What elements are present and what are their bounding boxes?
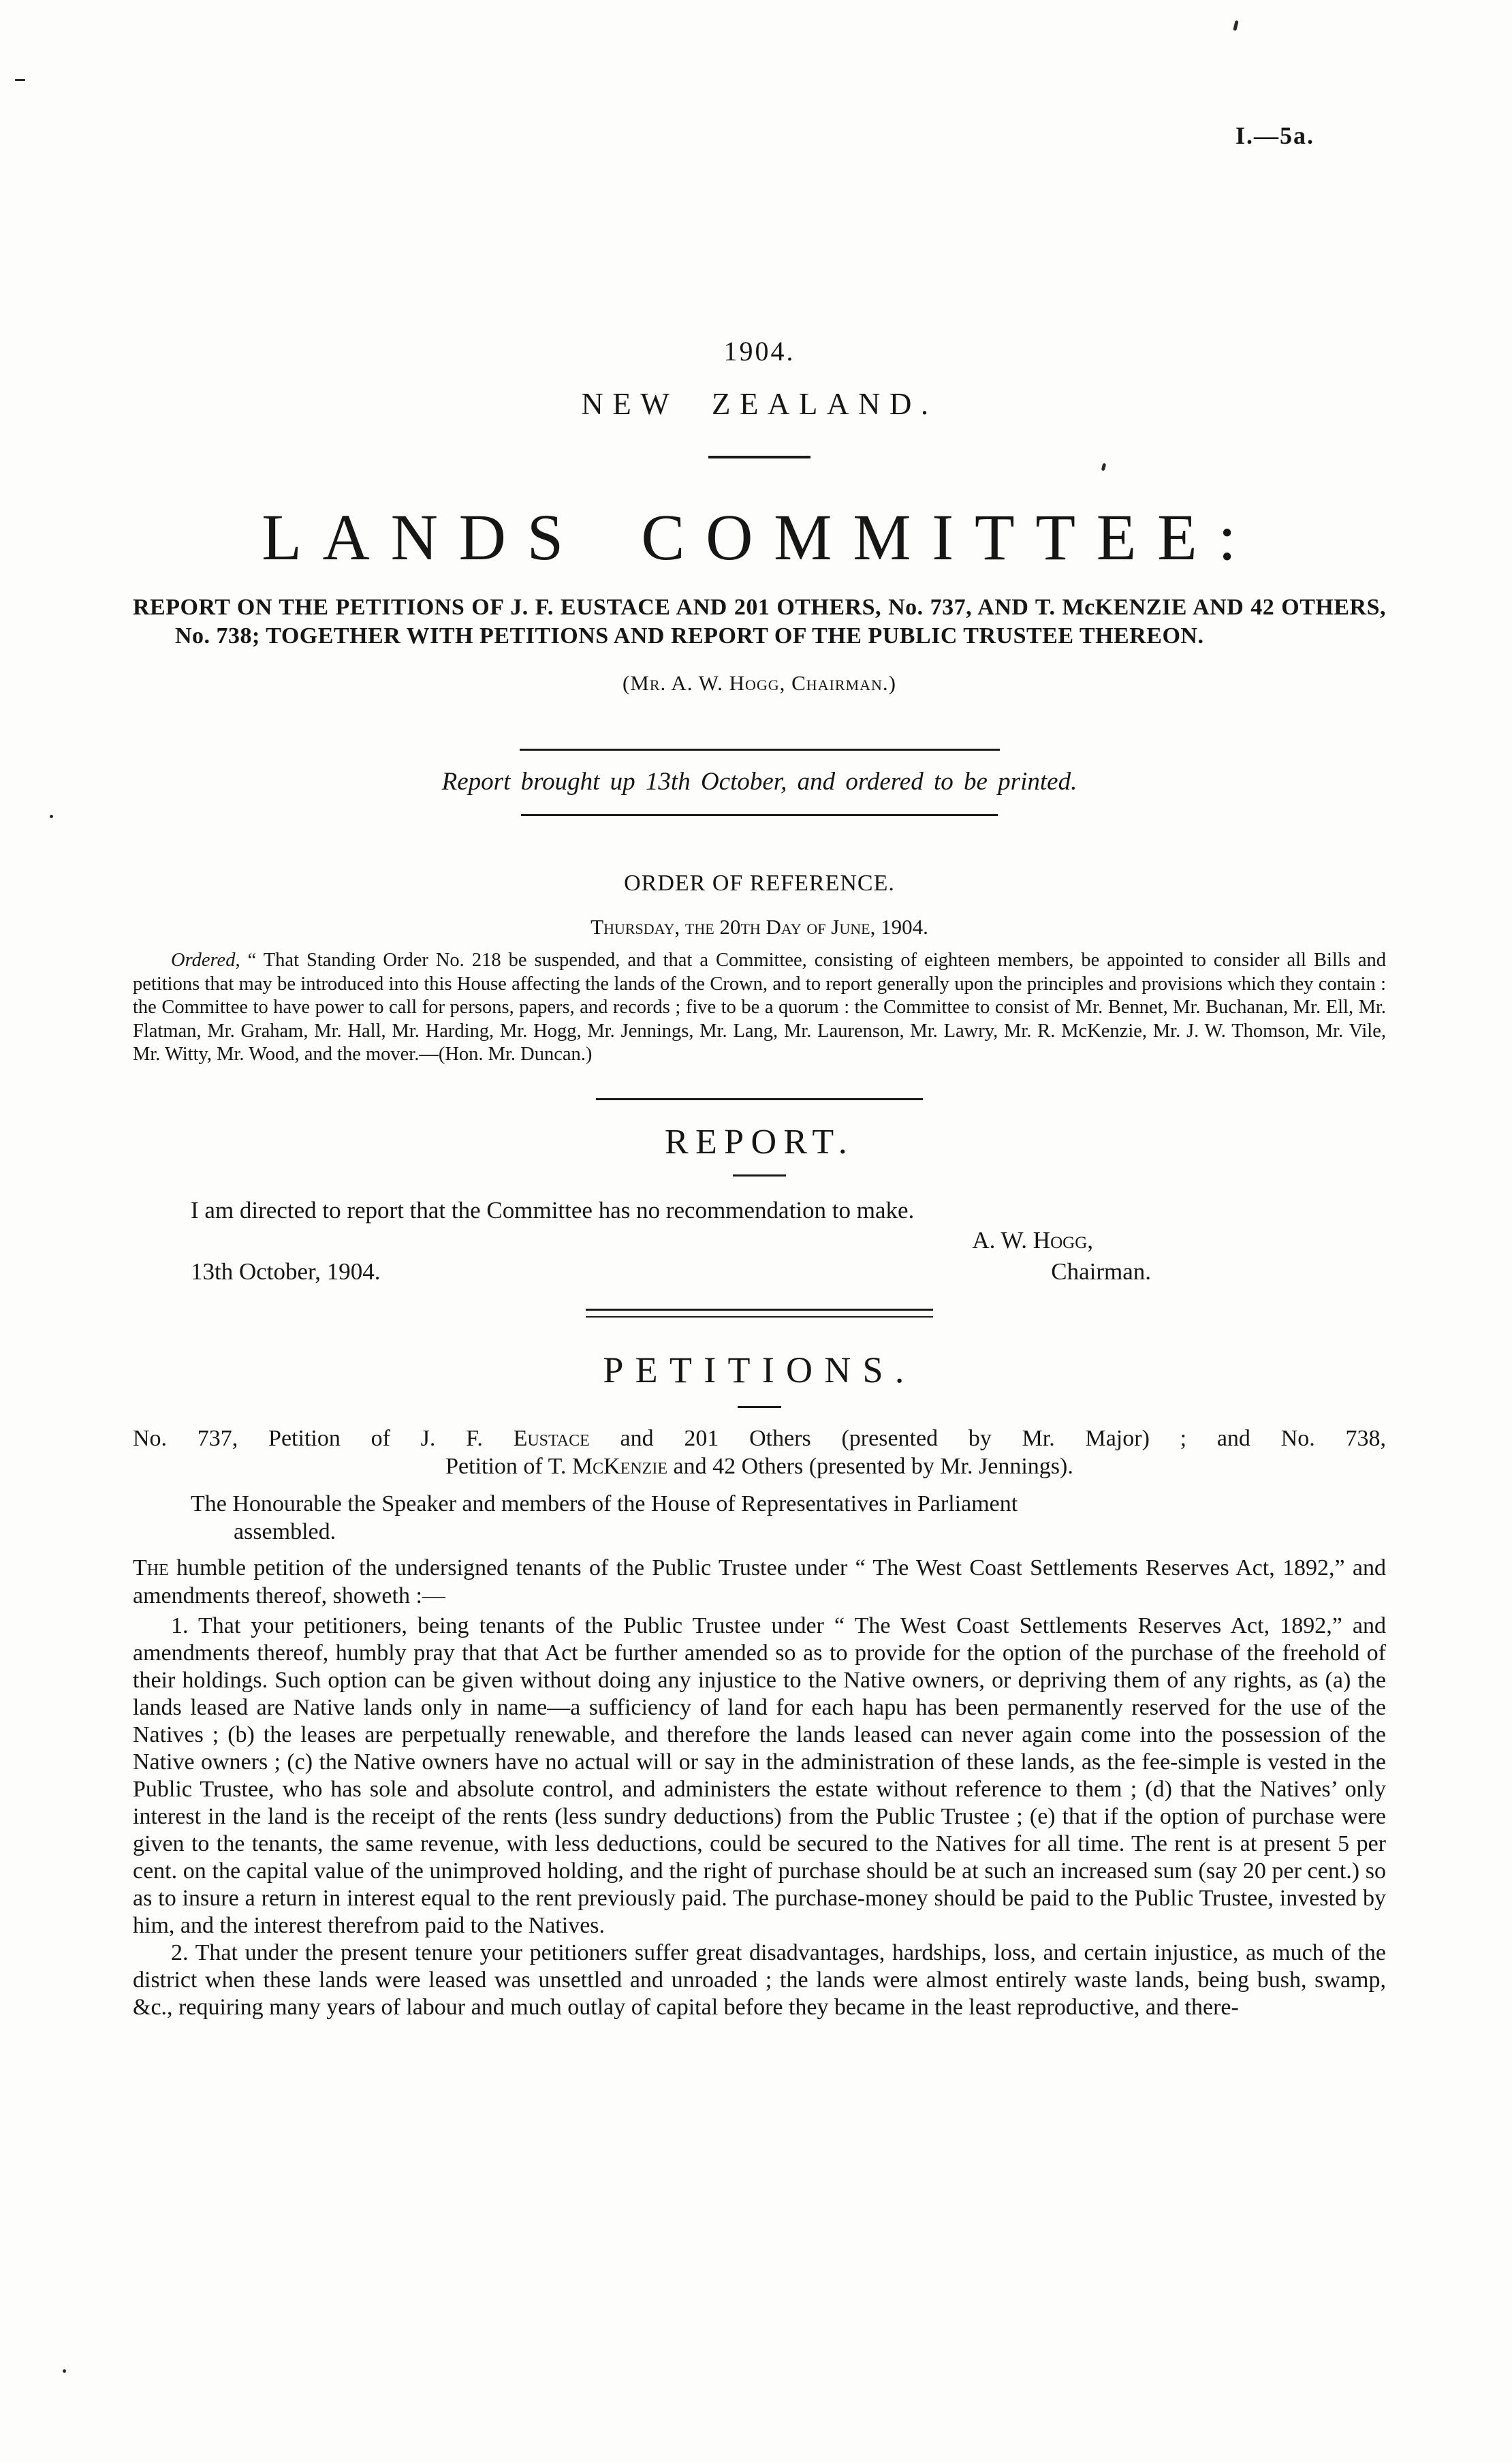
petitions-intro-line1 bbox=[133, 1424, 1386, 1452]
presentation-line: Report brought up 13th October, and ordered to be printed. bbox=[441, 768, 1077, 796]
scan-speck bbox=[50, 815, 53, 818]
order-of-reference-text: , “ That Standing Order No. 218 be suspended, and that a Committee, consisting of eighteen members, be appointed to consider all Bills and petitions that may be introduced into this House affecting the lands of the Crown, and to report generally upon the principles and provisions which they contain : the Committee to have power to call for persons, papers, and records ; five to be a quorum : the Committee to consist of Mr. Bennet, Mr. Buchanan, Mr. Ell, Mr. Flatman, Mr. Graham, Mr. Hall, Mr. Harding, Mr. Hogg, Mr. Jennings, Mr. Lang, Mr. Laurenson, Mr. Lawry, Mr. R. McKenzie, Mr. J. W. Thomson, Mr. Vile, Mr. Witty, Mr. Wood, and the mover.—(Hon. Mr. Duncan.) bbox=[133, 950, 1386, 1065]
petitions-heading: PETITIONS. bbox=[603, 1349, 916, 1390]
signature-name: A. W. Hogg, bbox=[972, 1226, 1093, 1253]
petitioner-name: Eustace bbox=[513, 1425, 590, 1451]
divider-rule bbox=[738, 1406, 781, 1408]
page-title: LANDS COMMITTEE: bbox=[262, 501, 1257, 574]
order-of-reference-heading: ORDER OF REFERENCE. bbox=[624, 871, 895, 896]
year-heading: 1904. bbox=[723, 336, 796, 367]
double-divider-rule bbox=[586, 1309, 933, 1318]
intro-text: No. 737, Petition of J. F. bbox=[133, 1425, 514, 1451]
divider-rule bbox=[521, 814, 998, 816]
petitions-intro-line2 bbox=[133, 1452, 1386, 1480]
ordered-word: Ordered bbox=[171, 950, 236, 971]
petition-paragraph-1: 1. That your petitioners, being tenants of the Public Trustee under “ The West Coast Settlements Reserves Act, 1892,” and amendments thereof, humbly pray that that Act be further amended so as to provide for the option of the purchase of the freehold of their holdings. Such option can be given without doing any injustice to the Native owners, or depriving them of any rights, as (a) the lands leased are Native lands only in name—a sufficiency of land for each hapu has been permanently reserved for the use of the Natives ; (b) the leases are perpetually renewable, and therefore the lands leased can never again come into the possession of the Native owners ; (c) the Native owners have no actual will or say in the administration of these lands, as the fee-simple is vested in the Public Trustee, who has sole and absolute control, and administers the estate without reference to them ; (d) that the Natives’ only interest in the land is the receipt of the rents (less sundry deductions) from the Public Trustee ; (e) that if the option of purchase were given to the tenants, the same revenue, with less deductions, could be secured to the Natives for all time. The rent is at present 5 per cent. on the capital value of the unimproved holding, and the right of purchase should be at such an increased sum (say 20 per cent.) so as to insure a return in interest equal to the rent previously paid. The purchase-money should be paid to the Public Trustee, invested by him, and the interest therefrom paid to the Natives. bbox=[133, 1612, 1386, 1938]
intro-text: and 201 Others (presented by Mr. Major) ; and No. 738, bbox=[589, 1425, 1386, 1451]
order-of-reference-date: Thursday, the 20th Day of June, 1904. bbox=[590, 915, 928, 939]
country-heading: NEW ZEALAND. bbox=[581, 387, 938, 421]
report-heading: REPORT. bbox=[664, 1122, 855, 1162]
petition-address-line1: The Honourable the Speaker and members of the House of Representatives in Parliament bbox=[191, 1491, 1018, 1516]
scan-speck bbox=[1233, 20, 1238, 31]
petition-preamble bbox=[133, 1554, 1386, 1610]
order-of-reference-body bbox=[133, 949, 1386, 1067]
document-reference-number: I.—5a. bbox=[1235, 122, 1314, 149]
report-subtitle: REPORT ON THE PETITIONS OF J. F. EUSTACE AND 201 OTHERS, No. 737, AND T. McKENZIE AND 42 OTHERS, No. 738; TOGETHER WITH PETITIONS AND REPORT OF THE PUBLIC TRUSTEE THEREON. bbox=[133, 595, 1386, 649]
petitioner-name: McKenzie bbox=[571, 1453, 667, 1479]
preamble-lead: The bbox=[133, 1555, 169, 1580]
scan-speck bbox=[63, 2369, 66, 2373]
intro-text: and 42 Others (presented by Mr. Jennings). bbox=[667, 1453, 1073, 1479]
scan-speck bbox=[15, 79, 25, 81]
preamble-text: humble petition of the undersigned tenants of the Public Trustee under “ The West Coast Settlements Reserves Act, 1892,” and amendments thereof, showeth :— bbox=[133, 1555, 1386, 1608]
intro-text: Petition of T. bbox=[445, 1453, 572, 1479]
chairman-line: (Mr. A. W. Hogg, Chairman.) bbox=[622, 671, 896, 695]
divider-rule bbox=[708, 456, 810, 458]
report-body: I am directed to report that the Committee has no recommendation to make. bbox=[191, 1196, 915, 1224]
signature-title: Chairman. bbox=[1051, 1258, 1151, 1285]
divider-rule bbox=[596, 1098, 923, 1100]
petition-address-line2: assembled. bbox=[234, 1518, 336, 1544]
divider-rule bbox=[733, 1174, 786, 1177]
report-date: 13th October, 1904. bbox=[191, 1258, 381, 1285]
divider-rule bbox=[520, 749, 1000, 751]
page-content bbox=[0, 121, 1512, 2021]
petition-paragraph-2: 2. That under the present tenure your petitioners suffer great disadvantages, hardships, loss, and certain injustice, as much of the district when these lands were leased was unsettled and unroaded ; the lands were almost entirely waste lands, being bush, swamp, &c., requiring many years of labour and much outlay of capital before they became in the least reproductive, and there- bbox=[133, 1939, 1386, 2020]
signature-row bbox=[133, 1258, 1386, 1285]
